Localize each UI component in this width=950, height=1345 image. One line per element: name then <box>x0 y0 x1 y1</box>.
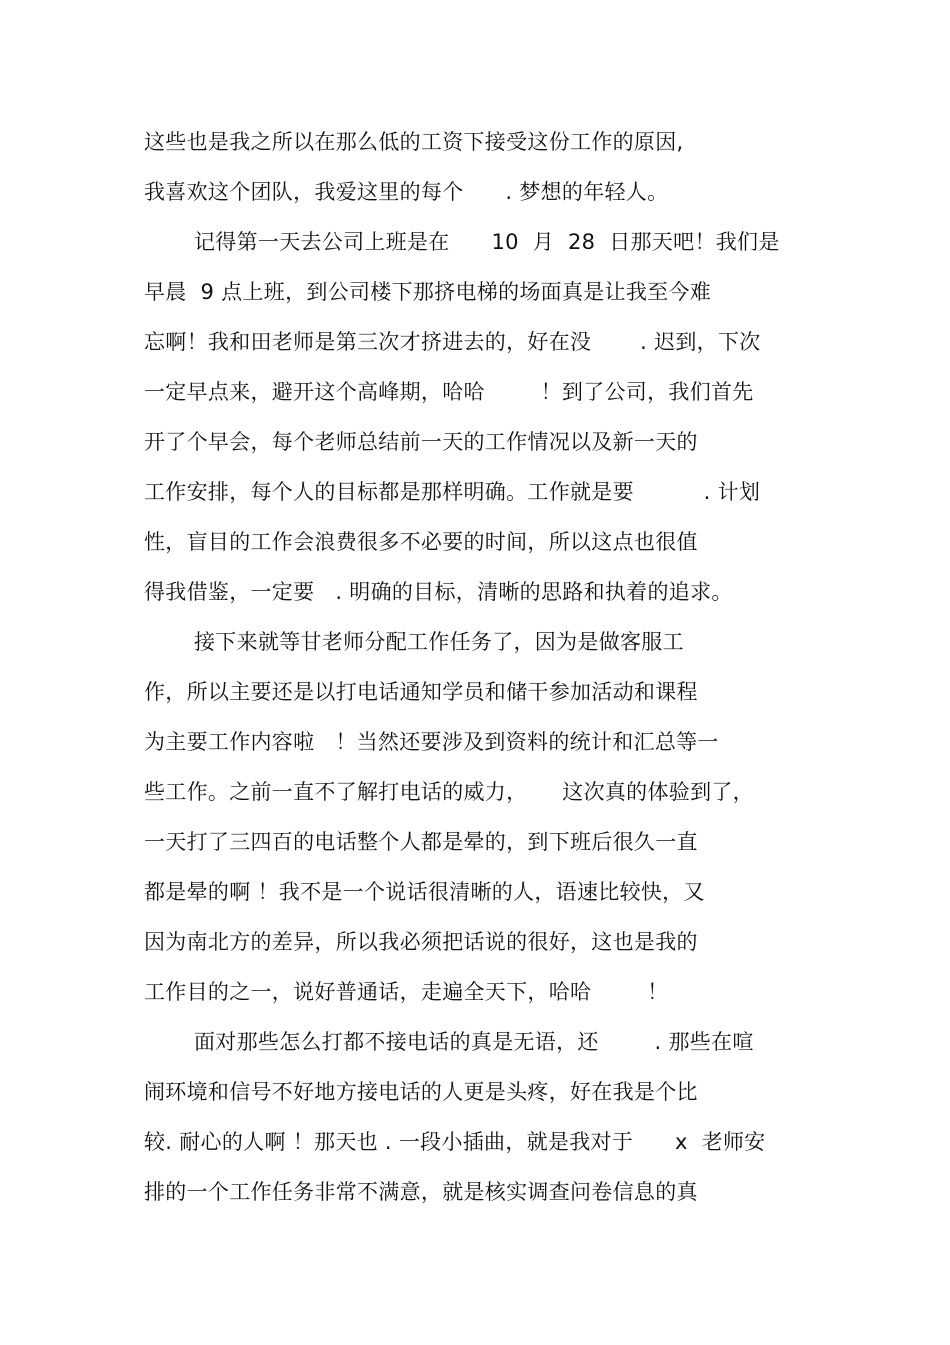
text-line-12: 作，所以主要还是以打电话通知学员和储干参加活动和课程 <box>144 680 698 704</box>
text-line-19: 面对那些怎么打都不接电话的真是无语，还 . 那些在喧 <box>194 1030 754 1054</box>
text-line-7: 开了个早会，每个老师总结前一天的工作情况以及新一天的 <box>144 430 698 454</box>
text-line-2: 我喜欢这个团队，我爱这里的每个 . 梦想的年轻人。 <box>144 180 669 204</box>
text-line-8: 工作安排，每个人的目标都是那样明确。工作就是要 . 计划 <box>144 480 761 504</box>
text-line-6: 一定早点来，避开这个高峰期，哈哈 ！到了公司，我们首先 <box>144 380 754 404</box>
text-line-1: 这些也是我之所以在那么低的工资下接受这份工作的原因, <box>144 130 684 154</box>
text-line-5: 忘啊！我和田老师是第三次才挤进去的，好在没 . 迟到，下次 <box>144 330 761 354</box>
text-line-21: 较. 耐心的人啊 ！那天也 . 一段小插曲，就是我对于 x 老师安 <box>144 1130 766 1154</box>
text-line-14: 些工作。之前一直不了解打电话的威力， 这次真的体验到了， <box>144 780 754 804</box>
text-line-9: 性，盲目的工作会浪费很多不必要的时间，所以这点也很值 <box>144 530 698 554</box>
text-line-4: 早晨 9 点上班，到公司楼下那挤电梯的场面真是让我至今难 <box>144 280 712 304</box>
text-line-15: 一天打了三四百的电话整个人都是晕的，到下班后很久一直 <box>144 830 698 854</box>
text-line-17: 因为南北方的差异，所以我必须把话说的很好，这也是我的 <box>144 930 698 954</box>
text-line-3: 记得第一天去公司上班是在 10 月 28 日那天吧！我们是 <box>194 230 780 254</box>
text-line-20: 闹环境和信号不好地方接电话的人更是头疼，好在我是个比 <box>144 1080 698 1104</box>
text-line-18: 工作目的之一，说好普通话，走遍全天下，哈哈 ！ <box>144 980 669 1004</box>
text-line-10: 得我借鉴，一定要 . 明确的目标，清晰的思路和执着的追求。 <box>144 580 733 604</box>
text-line-11: 接下来就等甘老师分配工作任务了，因为是做客服工 <box>194 630 684 654</box>
text-line-16: 都是晕的啊 ！我不是一个说话很清晰的人，语速比较快，又 <box>144 880 705 904</box>
text-line-13: 为主要工作内容啦 ！当然还要涉及到资料的统计和汇总等一 <box>144 730 719 754</box>
text-line-22: 排的一个工作任务非常不满意，就是核实调查问卷信息的真 <box>144 1180 698 1204</box>
